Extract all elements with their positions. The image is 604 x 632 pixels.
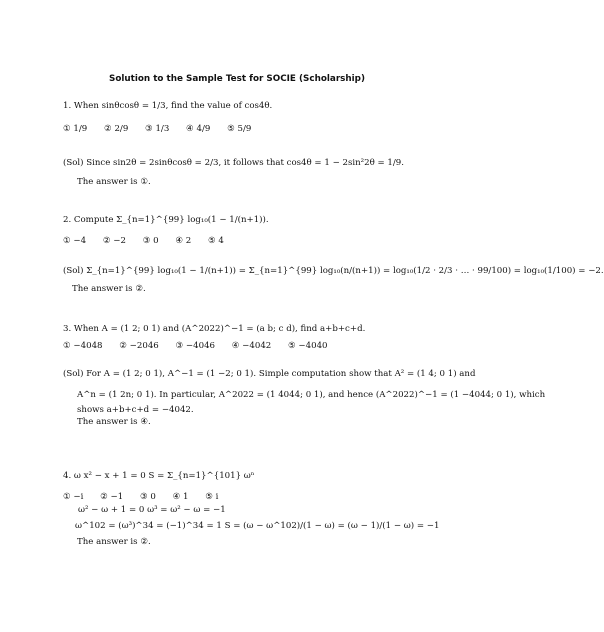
q4-choice-5: ⑤ i [205,492,219,502]
q4-choice-4: ④ 1 [172,492,189,502]
q4-choices [63,492,474,503]
q4-choice-3: ③ 0 [139,492,156,502]
q3-choices [63,341,474,352]
q2-choice-5: ⑤ 4 [207,236,224,246]
q1-choice-3: ③ 1/3 [145,124,170,134]
q3-choice-2: ② −2046 [119,341,159,351]
q3-choice-1: ① −4048 [63,341,103,351]
q1-choice-5: ⑤ 5/9 [227,124,252,134]
q4-question: 4. ω x² − x + 1 = 0 S = Σ_{n=1}^{101} ωⁿ [63,471,255,481]
q2-answer: The answer is ②. [72,284,146,294]
q2-choice-3: ③ 0 [142,236,159,246]
q1-choice-4: ④ 4/9 [186,124,211,134]
q3-choice-4: ④ −4042 [231,341,272,351]
q1-choice-2: ② 2/9 [104,124,129,134]
q1-answer: The answer is ①. [77,177,151,187]
q3-choice-3: ③ −4046 [175,341,216,351]
q3-question: 3. When A = (1 2; 0 1) and (A^2022)^−1 = (a b; c d), find a+b+c+d. [63,324,366,334]
q3-solution-line-1: (Sol) For A = (1 2; 0 1), A^−1 = (1 −2; 0 1). Simple computation show that A² = (1 4; 0 1) and [63,369,476,379]
q2-choice-4: ④ 2 [175,236,192,246]
q3-solution-line-2: A^n = (1 2n; 0 1). In particular, A^2022 = (1 4044; 0 1), and hence (A^2022)^−1 = (1 −4044; 0 1), which [77,390,546,400]
q1-choice-1: ① 1/9 [63,124,88,134]
q1-question: 1. When sinθcosθ = 1/3, find the value of cos4θ. [63,101,273,111]
q4-answer: The answer is ②. [77,537,151,547]
q3-solution-line-3: shows a+b+c+d = −4042. [77,405,194,415]
q2-choice-1: ① −4 [63,236,87,246]
q2-choice-2: ② −2 [102,236,126,246]
q2-choices [63,236,474,247]
q3-choice-5: ⑤ −4040 [288,341,328,351]
q4-solution-line-1: ω² − ω + 1 = 0 ω³ = ω² − ω = −1 [78,505,226,515]
q1-solution: (Sol) Since sin2θ = 2sinθcosθ = 2/3, it follows that cos4θ = 1 − 2sin²2θ = 1/9. [63,158,404,168]
q4-choice-2: ② −1 [100,492,124,502]
q1-choices [63,124,474,135]
q4-choice-1: ① −i [63,492,84,502]
page-title: Solution to the Sample Test for SOCIE (Scholarship) [108,74,366,84]
q2-solution: (Sol) Σ_{n=1}^{99} log₁₀(1 − 1/(n+1)) = Σ_{n=1}^{99} log₁₀(n/(n+1)) = log₁₀(1/2 · 2/3 · … · 99/100) = log₁₀(1/100) = −2. [63,266,604,276]
q3-answer: The answer is ④. [77,417,151,427]
q2-question: 2. Compute Σ_{n=1}^{99} log₁₀(1 − 1/(n+1)). [63,215,269,225]
q4-solution-line-2: ω^102 = (ω³)^34 = (−1)^34 = 1 S = (ω − ω^102)/(1 − ω) = (ω − 1)/(1 − ω) = −1 [75,521,440,531]
